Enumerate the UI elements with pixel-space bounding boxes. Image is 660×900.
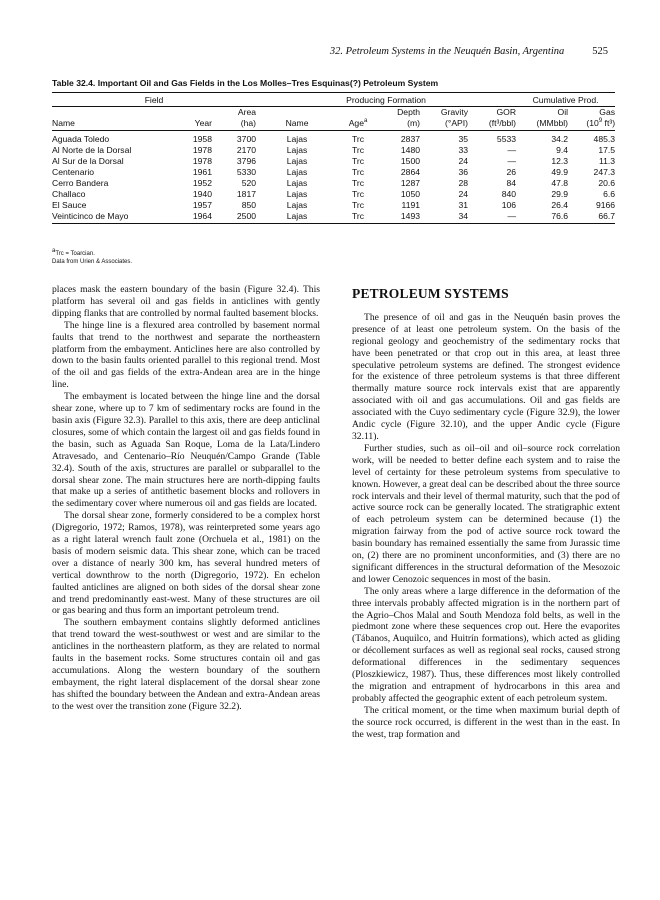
cell-depth: 1493 <box>378 210 420 223</box>
oil-gas-fields-table <box>52 93 615 224</box>
table-header-row-lower <box>52 118 615 131</box>
cell-oil: 34.2 <box>551 134 569 145</box>
cell-year: 1952 <box>192 177 212 188</box>
cell-oil: 76.6 <box>516 210 568 223</box>
table-group-header-row <box>52 93 615 107</box>
cell-name: Aguada Toledo <box>52 134 110 145</box>
cell-form: Lajas <box>256 210 338 223</box>
cell-form: Lajas <box>286 188 308 199</box>
body-paragraph: The presence of oil and gas in the Neuquén basin proves the presence of at least one petroleum system. On the basis of the regional geology and geochemistry of the sedimentary rocks that have been penetrated or that crop out in this area, at least three speculative petroleum systems are defined. The strongest evidence for the existence of three petroleum systems is that three different thermally mature source rock intervals exist that are apparently associated with oil and gas accumulations. Oil and gas fields are associated with the Cuyo sedimentary cycle (Figure 32.9), the lower Andic cycle (Figure 32.10), and the upper Andic cycle (Figure 32.11). <box>352 311 620 442</box>
running-title: 32. Petroleum Systems in the Neuquén Basin, Argentina <box>329 46 565 57</box>
cell-depth: 1287 <box>400 177 421 188</box>
cell-oil: 29.9 <box>551 188 569 199</box>
table-row <box>52 131 615 145</box>
cell-oil: 9.4 <box>556 145 569 156</box>
section-heading: PETROLEUM SYSTEMS <box>352 286 509 301</box>
body-paragraph: The hinge line is a flexured area controlled by basement normal faults that trend to the northwest and separate the northeastern platform from the embayment. Anticlines here are also controlled by down to the basin faults oriented parallel to this regional trend. Most of the oil and gas fields of the extra-Andean area are in the hinge line. <box>52 319 320 391</box>
cell-age: Trc <box>351 188 365 199</box>
cell-depth: 2864 <box>400 166 421 177</box>
col-gravity-label: Gravity <box>440 107 469 118</box>
table-row <box>52 177 615 188</box>
cell-year: 1978 <box>192 145 212 156</box>
cell-gravity: 35 <box>458 134 469 145</box>
cell-gor: 84 <box>506 177 517 188</box>
cell-year: 1940 <box>192 188 212 199</box>
cell-gor: 5533 <box>496 134 517 145</box>
cell-gas: 17.5 <box>598 145 616 156</box>
cell-gor: — <box>507 156 517 167</box>
cell-year: 1964 <box>170 210 212 223</box>
col-oil-unit: (MMbbl) <box>516 118 568 131</box>
cell-gas: 485.3 <box>593 134 616 145</box>
cell-gas: 247.3 <box>593 166 616 177</box>
cell-form: Lajas <box>286 145 308 156</box>
cell-gravity: 28 <box>458 177 469 188</box>
cell-area: 850 <box>241 199 257 210</box>
col-gas-label: Gas <box>599 107 616 118</box>
col-area-unit: (ha) <box>212 118 256 131</box>
cell-gas: 11.3 <box>598 156 616 167</box>
cell-oil: 47.8 <box>551 177 569 188</box>
table-row <box>52 210 615 223</box>
body-paragraph: places mask the eastern boundary of the basin (Figure 32.4). This platform has several oil and gas fields in anticlines with gently dipping flanks that are controlled by normal faulted basement blocks. <box>52 284 320 319</box>
col-age-label: Age$^a$ <box>338 118 378 131</box>
body-paragraph: Further studies, such as oil–oil and oil–source rock correlation work, will be needed to better define each system and to raise the level of certainty for these petroleum systems from speculative to known. However, a great deal can be described about the three source rock intervals and their level of thermal maturity, such that the pod of active source rock can be generally located. The stratigraphic extent of each petroleum system can be determined because (1) the migration fairway from the pod of active source rock toward the basin boundary has remained essentially the same from Jurassic time on, (2) there are no prominent unconformities, and (3) there are no significant differences in the structural deformation of the Mesozoic and lower Cenozoic sequences in most of the basin. <box>352 442 620 585</box>
cell-form: Lajas <box>286 156 308 167</box>
col-depth-unit: (m) <box>378 118 420 131</box>
right-text-column <box>352 288 620 741</box>
col-gor-unit: (ft³/bbl) <box>468 118 516 131</box>
cell-gravity: 24 <box>458 188 469 199</box>
cell-name: El Sauce <box>52 199 87 210</box>
group-header-formation: Producing Formation <box>256 93 516 107</box>
cell-gor: 26 <box>506 166 517 177</box>
col-name-label: Name <box>52 118 170 131</box>
cell-gas: 66.7 <box>568 210 615 223</box>
cell-area: 520 <box>241 177 257 188</box>
cell-name: Challaco <box>52 188 86 199</box>
cell-depth: 1191 <box>401 199 421 210</box>
body-paragraph: The dorsal shear zone, formerly considered to be a complex horst (Digregorio, 1972; Ramos, 1978), was reinterpreted some years ago as a right lateral wrench fault zone (Orchuela et al., 1981) on the basis of modern seismic data. This shear zone, which can be traced over a distance of nearly 300 km, has several hundred meters of vertical downthrow to the north (Digregorio, 1972). En echelon faulted anticlines are aligned on both sides of the dorsal shear zone and trend predominantly east-west. Many of these structures are oil or gas bearing and thus form an important petroleum trend. <box>52 510 320 617</box>
cell-area: 2500 <box>212 210 256 223</box>
cell-oil: 12.3 <box>551 156 569 167</box>
cell-depth: 1050 <box>400 188 421 199</box>
page-number: 525 <box>592 46 608 57</box>
col-gor-label: GOR <box>496 107 517 118</box>
cell-year: 1961 <box>192 166 212 177</box>
cell-gas: 6.6 <box>603 188 616 199</box>
col-oil-label: Oil <box>557 107 569 118</box>
cell-age: Trc <box>351 134 365 145</box>
table-notes <box>52 250 132 266</box>
cell-name: Al Norte de la Dorsal <box>52 145 132 156</box>
col-formation-name-label: Name <box>256 118 338 131</box>
cell-gor: 840 <box>501 188 517 199</box>
cell-gas: 20.6 <box>598 177 616 188</box>
body-paragraph: The embayment is located between the hinge line and the dorsal shear zone, where up to 7 km of sedimentary rocks are found in the basin axis (Figure 32.3). Parallel to this axis, there are deep anticlinal closures, some of which contain the largest oil and gas fields found in the basin, such as Aguada San Roque, Loma de la Lata/Lindero Atravesado, and Centenario–Río Neuquén/Campo Grande (Table 32.4). South of the axis, structures are parallel or subparallel to the dorsal shear zone. The main structures here are north-dipping faults that make up a series of antithetic basement blocks and rollovers in the sedimentary cover where numerous oil and gas fields are located. <box>52 391 320 510</box>
cell-year: 1958 <box>192 134 212 145</box>
cell-gravity: 36 <box>458 166 469 177</box>
running-head <box>330 46 608 57</box>
cell-year: 1957 <box>192 199 212 210</box>
cell-gas: 9166 <box>595 199 616 210</box>
cell-age: Trc <box>351 177 365 188</box>
right-paragraphs <box>352 312 620 741</box>
cell-gravity: 31 <box>458 199 469 210</box>
table-source-note: Data from Urien & Associates. <box>52 259 133 266</box>
cell-oil: 26.4 <box>551 199 569 210</box>
cell-year: 1978 <box>192 156 212 167</box>
table-caption: Table 32.4. Important Oil and Gas Fields in the Los Molles–Tres Esquinas(?) Petroleum System <box>52 78 439 88</box>
table-row <box>52 188 615 199</box>
cell-form: Lajas <box>286 166 308 177</box>
cell-gor: 106 <box>501 199 517 210</box>
cell-gor: — <box>468 210 516 223</box>
cell-area: 3796 <box>236 156 257 167</box>
cell-area: 2170 <box>236 145 257 156</box>
data-table-container <box>52 92 615 224</box>
cell-age: Trc <box>351 199 365 210</box>
cell-area: 1817 <box>236 188 257 199</box>
cell-gor: — <box>507 145 517 156</box>
table-row <box>52 156 615 167</box>
cell-gravity: 33 <box>458 145 469 156</box>
body-paragraph: The southern embayment contains slightly deformed anticlines that trend toward the west-southwest or west and are similar to the anticlines in the northeastern platform, as they are related to normal faults in the basement rocks. Some structures contain oil and gas accumulations. Along the western boundary of the southern embayment, the right lateral displacement of the dorsal shear zone has shifted the boundary between the Andean and extra-Andean areas to the west over the transition zone (Figure 32.2). <box>52 617 320 712</box>
group-header-field: Field <box>52 93 256 107</box>
cell-form: Lajas <box>286 134 308 145</box>
cell-age: Trc <box>351 156 365 167</box>
col-gravity-unit: (°API) <box>420 118 468 131</box>
cell-oil: 49.9 <box>551 166 569 177</box>
cell-form: Lajas <box>286 199 308 210</box>
col-depth-label: Depth <box>397 107 421 118</box>
cell-depth: 2837 <box>400 134 421 145</box>
cell-form: Lajas <box>286 177 308 188</box>
table-header-row-upper <box>52 107 615 118</box>
table-body <box>52 131 615 224</box>
col-area-label: Area <box>237 107 257 118</box>
cell-age: Trc <box>351 166 365 177</box>
cell-area: 5330 <box>236 166 257 177</box>
left-text-column <box>52 284 320 713</box>
cell-name: Al Sur de la Dorsal <box>52 156 124 167</box>
cell-name: Veinticinco de Mayo <box>52 210 170 223</box>
cell-name: Cerro Bandera <box>52 177 109 188</box>
body-paragraph: The only areas where a large difference in the deformation of the three intervals probably affected migration is in the northern part of the Agrio–Chos Malal and South Mendoza fold belts, as well in the piedmont zone where these sequences crop out. Here the evaporites (Tábanos, Auquilco, and Huitrín formations), which acted as gliding or décollement surfaces as well as regional seal rocks, caused strong deformational differences in the sedimentary sequences (Ploszkiewicz, 1987). Thus, these differences most likely controlled the migration and entrapment of hydrocarbons in this area and probably affected the geographic extent of each petroleum system. <box>352 585 620 704</box>
cell-age: Trc <box>351 145 365 156</box>
table-footnote: $^a$Trc = Toarcian. <box>52 248 95 257</box>
cell-gravity: 24 <box>458 156 469 167</box>
table-row <box>52 145 615 156</box>
table-row <box>52 199 615 210</box>
cell-name: Centenario <box>52 166 95 177</box>
cell-depth: 1480 <box>400 145 421 156</box>
table-row <box>52 166 615 177</box>
cell-area: 3700 <box>236 134 257 145</box>
cell-depth: 1500 <box>400 156 421 167</box>
col-year-label: Year <box>170 118 212 131</box>
cell-age: Trc <box>338 210 378 223</box>
cell-gravity: 34 <box>420 210 468 223</box>
group-header-cumulative: Cumulative Prod. <box>516 93 615 107</box>
col-gas-unit: ($10^9$ ft³) <box>568 118 615 131</box>
body-paragraph: The critical moment, or the time when maximum burial depth of the source rock occurred, is different in the west than in the east. In the west, trap formation and <box>352 704 620 740</box>
